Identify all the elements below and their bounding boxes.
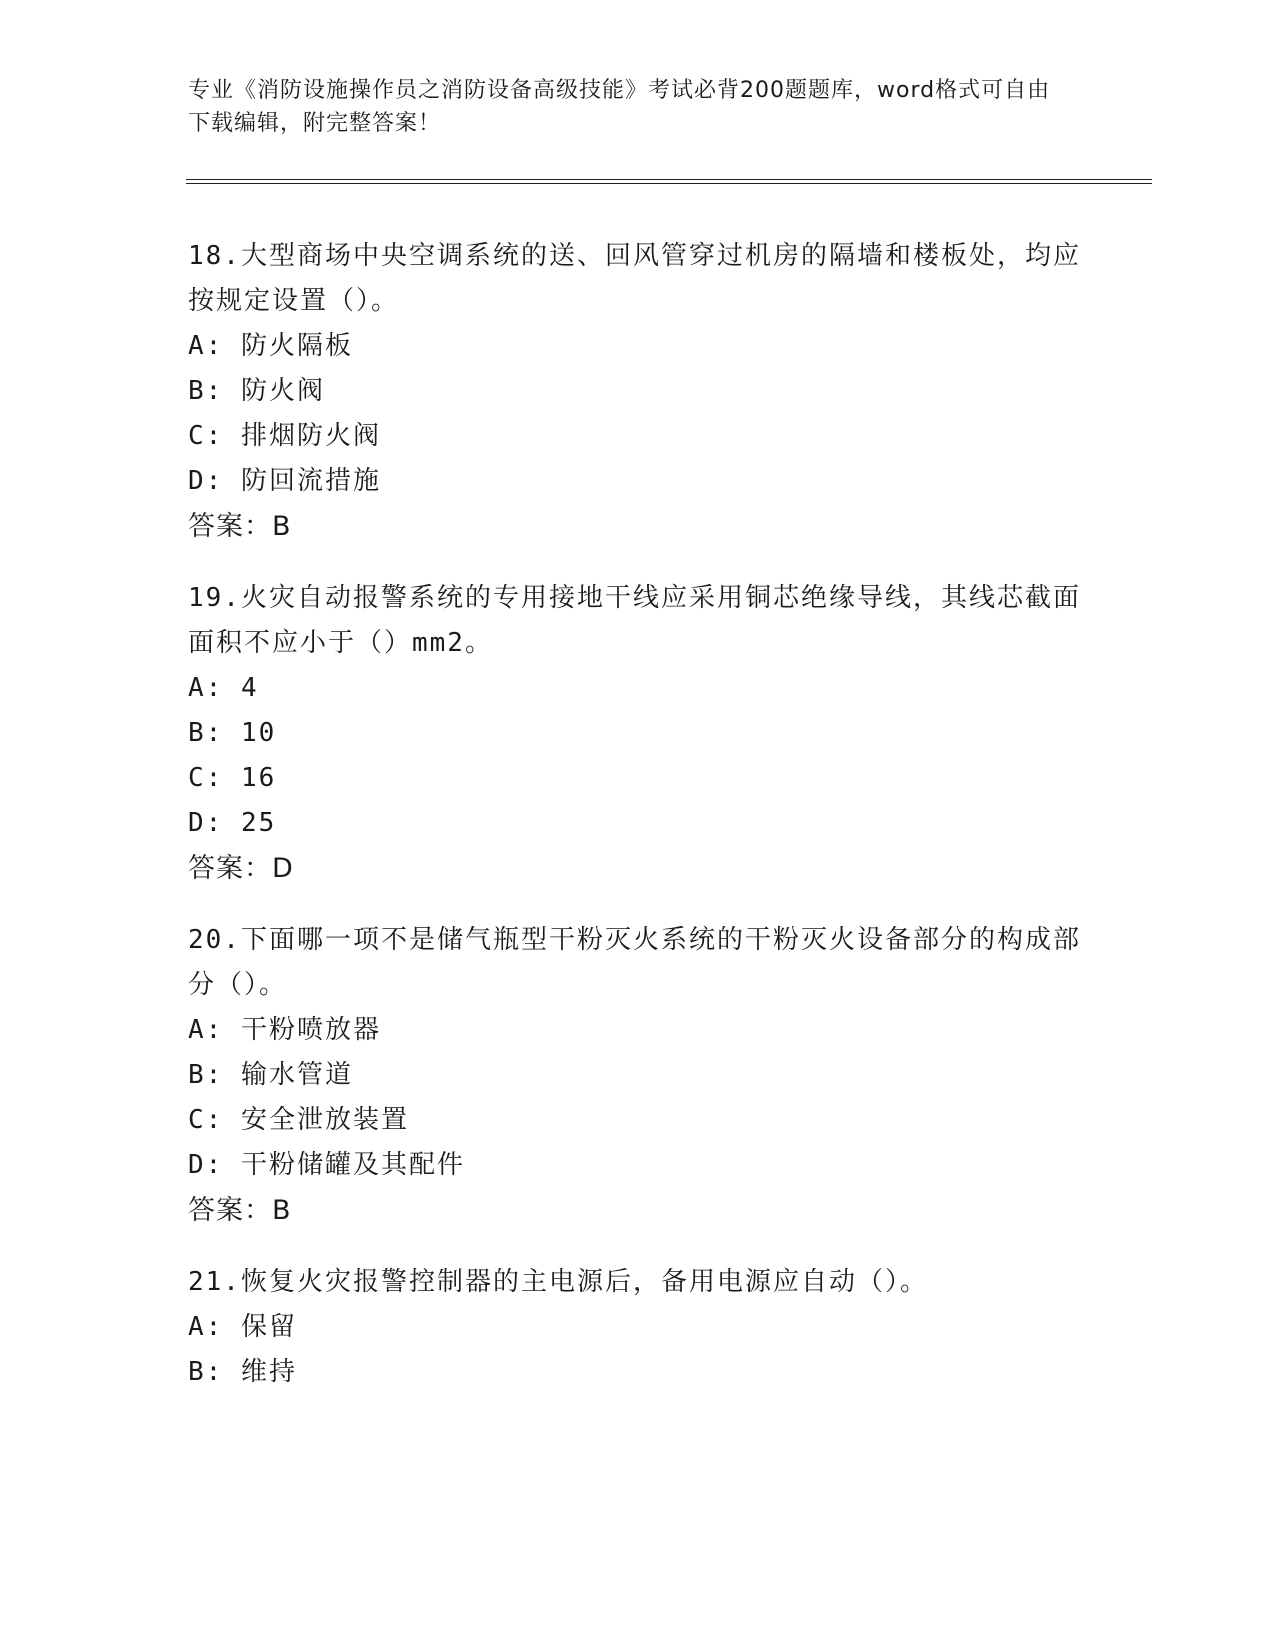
question-text: 19.火灾自动报警系统的专用接地干线应采用铜芯绝缘导线，其线芯截面面积不应小于（）mm2。 — [188, 583, 1081, 658]
question-text: 20.下面哪一项不是储气瓶型干粉灭火系统的干粉灭火设备部分的构成部分（）。 — [188, 925, 1081, 1000]
question-21 — [188, 1260, 1088, 1395]
option-d: D: 防回流措施 — [188, 466, 381, 496]
option-d: D: 25 — [188, 808, 277, 838]
question-list — [188, 234, 1088, 1422]
answer: 答案：D — [188, 853, 294, 884]
option-a: A: 防火隔板 — [188, 331, 353, 361]
option-b: B: 输水管道 — [188, 1060, 353, 1090]
option-b: B: 维持 — [188, 1357, 297, 1387]
header-divider — [186, 183, 1152, 184]
option-a: A: 保留 — [188, 1312, 297, 1342]
option-b: B: 防火阀 — [188, 376, 325, 406]
option-b: B: 10 — [188, 718, 277, 748]
answer: 答案：B — [188, 1195, 292, 1226]
option-d: D: 干粉储罐及其配件 — [188, 1150, 465, 1180]
option-a: A: 4 — [188, 673, 259, 703]
question-text: 21.恢复火灾报警控制器的主电源后，备用电源应自动（）。 — [188, 1267, 928, 1297]
option-a: A: 干粉喷放器 — [188, 1015, 381, 1045]
question-19 — [188, 576, 1088, 891]
answer: 答案：B — [188, 511, 292, 542]
question-20 — [188, 918, 1088, 1233]
option-c: C: 排烟防火阀 — [188, 421, 381, 451]
option-c: C: 安全泄放装置 — [188, 1105, 409, 1135]
option-c: C: 16 — [188, 763, 277, 793]
header-divider — [186, 179, 1152, 180]
document-intro: 专业《消防设施操作员之消防设备高级技能》考试必背200题题库，word格式可自由下载编辑，附完整答案！ — [188, 78, 1051, 136]
question-18 — [188, 234, 1088, 549]
question-text: 18.大型商场中央空调系统的送、回风管穿过机房的隔墙和楼板处，均应按规定设置（）。 — [188, 241, 1081, 316]
